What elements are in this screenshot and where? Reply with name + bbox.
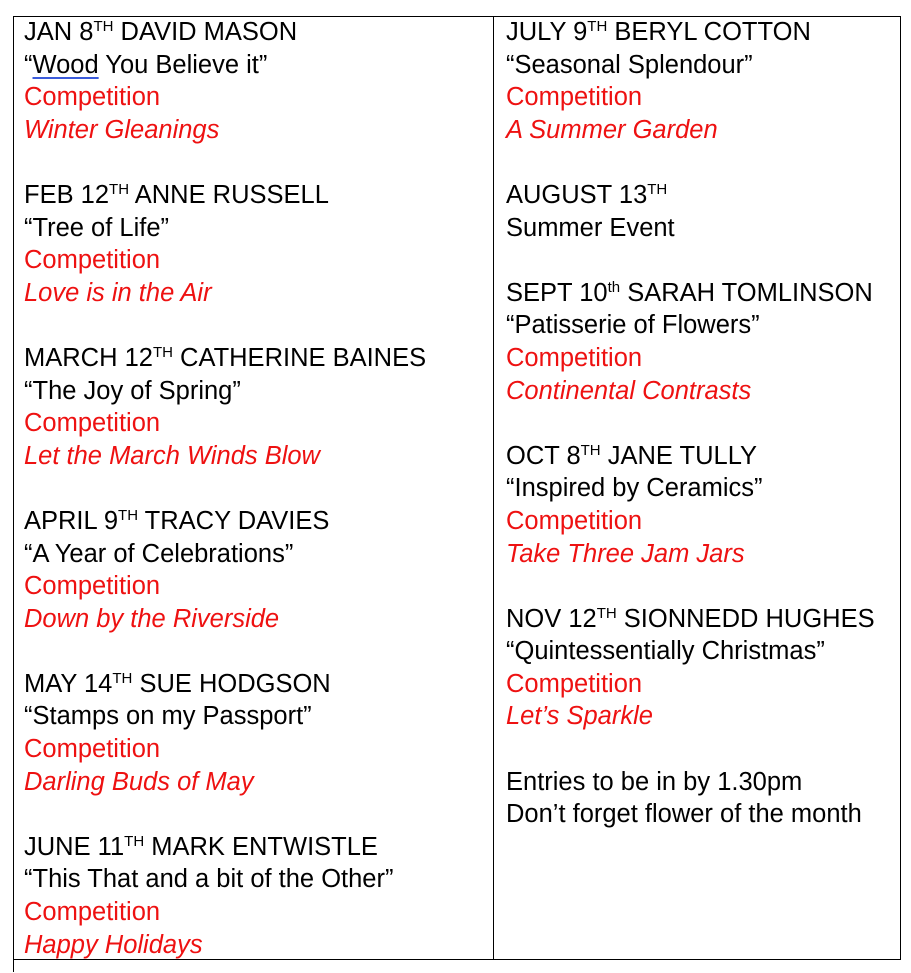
event-heading: MAY 14TH SUE HODGSON	[24, 669, 331, 698]
event-heading: JUNE 11TH MARK ENTWISTLE	[24, 832, 378, 861]
event-june	[24, 831, 426, 961]
event-talk-title: “This That and a bit of the Other”	[24, 865, 394, 894]
column-divider	[493, 16, 494, 960]
competition-theme: Let’s Sparkle	[506, 702, 653, 731]
event-heading: OCT 8TH JANE TULLY	[506, 441, 758, 470]
competition-label: Competition	[506, 343, 643, 372]
competition-label: Competition	[24, 572, 161, 601]
event-heading: FEB 12TH ANNE RUSSELL	[24, 180, 329, 209]
event-talk-title: “Stamps on my Passport”	[24, 702, 312, 731]
flower-of-month-note: Don’t forget flower of the month	[506, 800, 862, 829]
event-september	[506, 277, 875, 407]
competition-label: Competition	[506, 669, 643, 698]
event-heading: JULY 9TH BERYL COTTON	[506, 18, 811, 46]
spellcheck-underlined-word: Wood	[32, 50, 99, 79]
event-talk-title: “Wood You Believe it”	[24, 50, 268, 79]
event-march	[24, 342, 426, 472]
event-talk-title: “Seasonal Splendour”	[506, 50, 753, 79]
competition-theme: Love is in the Air	[24, 278, 212, 307]
event-heading: SEPT 10th SARAH TOMLINSON	[506, 278, 873, 307]
competition-theme: Happy Holidays	[24, 930, 203, 959]
event-talk-title: “Tree of Life”	[24, 213, 170, 242]
event-heading: NOV 12TH SIONNEDD HUGHES	[506, 604, 875, 633]
competition-theme: Winter Gleanings	[24, 115, 220, 144]
competition-theme: Down by the Riverside	[24, 604, 280, 633]
competition-label: Competition	[24, 735, 161, 764]
competition-theme: Continental Contrasts	[506, 376, 752, 405]
event-april	[24, 505, 426, 635]
competition-theme: Darling Buds of May	[24, 767, 254, 796]
event-heading: JAN 8TH DAVID MASON	[24, 18, 298, 46]
event-heading: AUGUST 13TH	[506, 180, 668, 209]
event-talk-title: “Inspired by Ceramics”	[506, 474, 763, 503]
event-talk-title: “The Joy of Spring”	[24, 376, 241, 405]
event-heading: MARCH 12TH CATHERINE BAINES	[24, 343, 427, 372]
event-talk-title: “Quintessentially Christmas”	[506, 637, 825, 666]
table-edge-mark	[13, 960, 14, 972]
right-column	[506, 16, 875, 831]
entry-notes	[506, 766, 875, 831]
event-july	[506, 16, 875, 146]
event-february	[24, 179, 426, 309]
competition-label: Competition	[506, 83, 643, 112]
event-heading: APRIL 9TH TRACY DAVIES	[24, 506, 330, 535]
competition-label: Competition	[24, 246, 161, 275]
event-october	[506, 440, 875, 570]
event-august	[506, 179, 875, 244]
competition-label: Competition	[24, 409, 161, 438]
event-talk-title: “Patisserie of Flowers”	[506, 311, 760, 340]
competition-theme: A Summer Garden	[506, 115, 718, 144]
event-description: Summer Event	[506, 213, 675, 242]
event-may	[24, 668, 426, 798]
event-talk-title: “A Year of Celebrations”	[24, 539, 294, 568]
competition-label: Competition	[506, 506, 643, 535]
event-november	[506, 603, 875, 733]
competition-label: Competition	[24, 83, 161, 112]
competition-label: Competition	[24, 898, 161, 927]
entries-deadline-note: Entries to be in by 1.30pm	[506, 767, 803, 796]
left-column	[24, 16, 426, 961]
event-january	[24, 16, 426, 146]
competition-theme: Let the March Winds Blow	[24, 441, 320, 470]
competition-theme: Take Three Jam Jars	[506, 539, 745, 568]
